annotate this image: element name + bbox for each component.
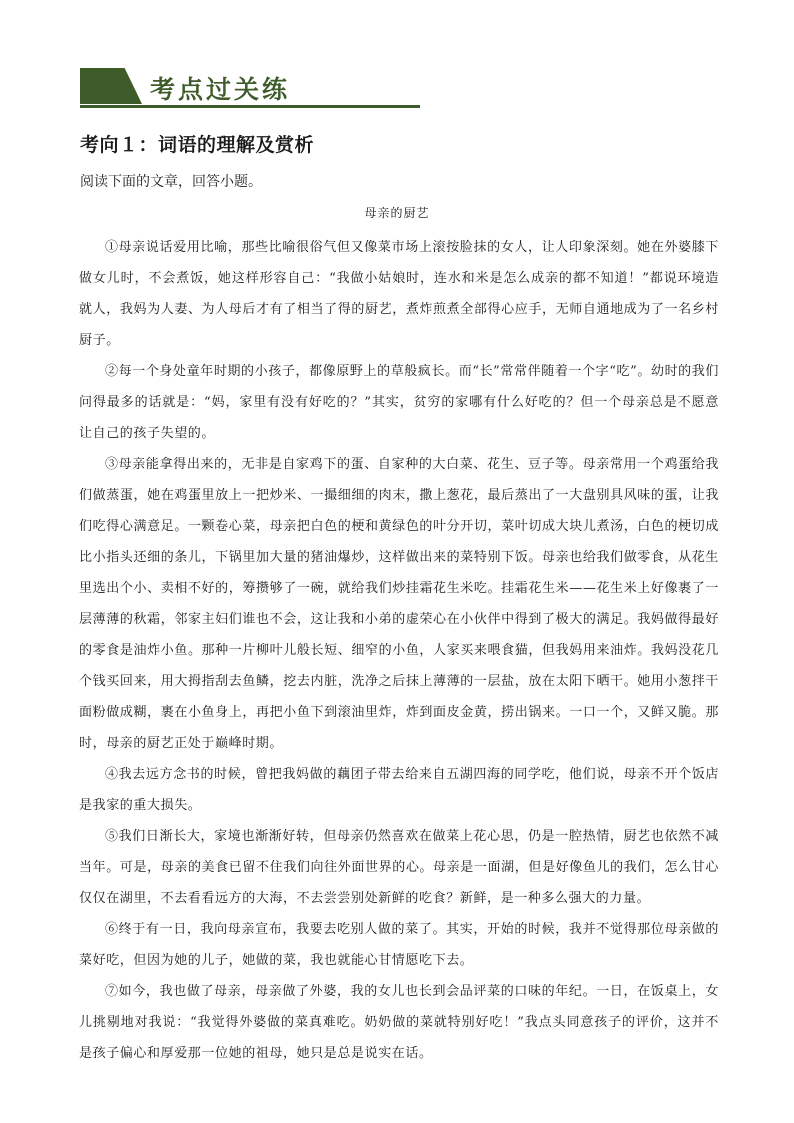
article-title: 母亲的厨艺 xyxy=(364,206,430,220)
article-paragraph-3: ③母亲能拿得出来的，无非是自家鸡下的蛋、自家种的大白菜、花生、豆子等。母亲常用一个鸡蛋给我们做蒸蛋，她在鸡蛋里放上一把炒米、一撮细细的肉末，撒上葱花，最后蒸出了一大盘别具风味的蛋，让我们吃得心满意足。一颗卷心菜，母亲把白色的梗和黄绿色的叶分开切，菜叶切成大块儿煮汤，白色的梗切成比小指头还细的条儿，下锅里加大量的猪油爆炒，这样做出来的菜特别下饭。母亲也给我们做零食，从花生里选出个小、卖相不好的，筹攒够了一碗，就给我们炒挂霜花生米吃。挂霜花生米——花生米上好像裹了一层薄薄的秋霜，邻家主妇们谁也不会，这让我和小弟的虚荣心在小伙伴中得到了极大的满足。我妈做得最好的零食是油炸小鱼。那种一片柳叶儿般长短、细窄的小鱼，人家买来喂食猫，但我妈用来油炸。我妈没花几个钱买回来，用大拇指刮去鱼鳞，挖去内脏，洗净之后抹上薄薄的一层盐，放在太阳下晒干。她用小葱拌干面粉做成糊，裹在小鱼身上，再把小鱼下到滚油里炸，炸到面皮金黄，捞出锅来。一口一个，又鲜又脆。那时，母亲的厨艺正处于巅峰时期。 xyxy=(79,457,719,751)
article-paragraph-6: ⑥终于有一日，我向母亲宣布，我要去吃别人做的菜了。其实，开始的时候，我并不觉得那位母亲做的菜好吃，但因为她的儿子，她做的菜，我也就能心甘情愿吃下去。 xyxy=(79,922,719,968)
article-body xyxy=(79,232,719,1069)
reading-instruction: 阅读下面的文章，回答小题。 xyxy=(80,174,262,190)
article-paragraph-5: ⑤我们日渐长大，家境也渐渐好转，但母亲仍然喜欢在做菜上花心思，仍是一腔热情，厨艺也依然不减当年。可是，母亲的美食已留不住我们向往外面世界的心。母亲是一面湖，但是好像鱼儿的我们，怎么甘心仅仅在湖里，不去看看远方的大海，不去尝尝别处新鲜的吃食？新鲜，是一种多么强大的力量。 xyxy=(79,829,719,906)
topic-heading: 考向１：词语的理解及赏析 xyxy=(80,134,315,156)
banner-trapezoid-icon xyxy=(80,68,142,104)
banner-underline xyxy=(80,105,420,108)
article-paragraph-2: ②每一个身处童年时期的小孩子，都像原野上的草般疯长。而“长”常常伴随着一个字“吃”。幼时的我们问得最多的话就是：“妈，家里有没有好吃的？”其实，贫穷的家哪有什么好吃的？但一个母亲总是不愿意让自己的孩子失望的。 xyxy=(79,364,719,441)
article-paragraph-1: ①母亲说话爱用比喻，那些比喻很俗气但又像菜市场上滚按脸抹的女人，让人印象深刻。她在外婆膝下做女儿时，不会煮饭，她这样形容自己：“我做小姑娘时，连水和米是怎么成亲的都不知道！”都说环境造就人，我妈为人妻、为人母后才有了相当了得的厨艺，煮炸煎煮全部得心应手，无师自通地成为了一名乡村厨子。 xyxy=(79,240,719,348)
article-paragraph-4: ④我去远方念书的时候，曾把我妈做的藕团子带去给来自五湖四海的同学吃，他们说，母亲不开个饭店是我家的重大损失。 xyxy=(79,767,719,813)
article-paragraph-7: ⑦如今，我也做了母亲，母亲做了外婆，我的女儿也长到会品评菜的口味的年纪。一日，在饭桌上，女儿挑剔地对我说：“我觉得外婆做的菜真难吃。奶奶做的菜就特别好吃！”我点头同意孩子的评价，这并不是孩子偏心和厚爱那一位她的祖母，她只是总是说实在话。 xyxy=(79,984,719,1061)
section-title: 考点过关练 xyxy=(150,75,291,104)
section-banner xyxy=(80,68,420,110)
